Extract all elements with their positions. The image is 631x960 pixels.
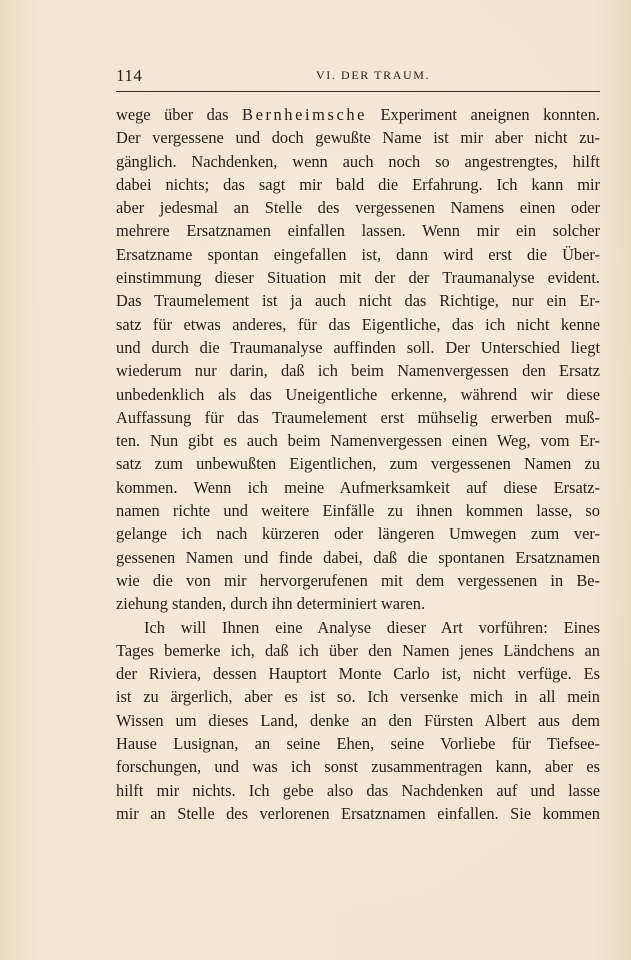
text-line: gänglich. Nachdenken, wenn auch noch so angestrengtes, hilft bbox=[116, 151, 600, 171]
text-line: gelange ich nach kürzeren oder längeren Umwegen zum ver- bbox=[116, 524, 600, 544]
text-line: Das Traumelement ist ja auch nicht das Richtige, nur ein Er- bbox=[116, 291, 600, 311]
text-line: unbedenklich als das Uneigentliche erkenne, während wir diese bbox=[116, 384, 600, 404]
text-line: Ich will Ihnen eine Analyse dieser Art vorführen: Eines bbox=[144, 617, 600, 637]
text-line: ist zu ärgerlich, aber es ist so. Ich versenke mich in all mein bbox=[116, 687, 600, 707]
text-line: hilft mir nichts. Ich gebe also das Nachdenken auf und lasse bbox=[116, 780, 600, 800]
text-line: Der vergessene und doch gewußte Name ist mir aber nicht zu- bbox=[116, 128, 600, 148]
text-line: gessenen Namen und finde dabei, daß die spontanen Ersatznamen bbox=[116, 547, 600, 567]
text-line: mir an Stelle des verlorenen Ersatznamen einfallen. Sie kommen bbox=[116, 803, 600, 823]
text-line: kommen. Wenn ich meine Aufmerksamkeit auf diese Ersatz- bbox=[116, 477, 600, 497]
text-line: wege über das Bernheimsche Experiment aneignen konnten. bbox=[116, 105, 600, 124]
text-line: der Riviera, dessen Hauptort Monte Carlo ist, nicht verfüge. Es bbox=[116, 664, 600, 684]
text-line: wiederum nur darin, daß ich beim Namenvergessen den Ersatz bbox=[116, 361, 600, 381]
text-line: wie die von mir hervorgerufenen mit dem vergessenen in Be- bbox=[116, 570, 600, 590]
text-line: dabei nichts; das sagt mir bald die Erfahrung. Ich kann mir bbox=[116, 174, 600, 194]
spaced-emphasis: Bernheimsche bbox=[242, 105, 367, 124]
text-line: Wissen um dieses Land, denke an den Fürsten Albert aus dem bbox=[116, 710, 600, 730]
text-line: Hause Lusignan, an seine Ehen, seine Vorliebe für Tiefsee- bbox=[116, 734, 600, 754]
chapter-title: VI. DER TRAUM. bbox=[316, 68, 431, 82]
text-line: ten. Nun gibt es auch beim Namenvergessen einen Weg, vom Er- bbox=[116, 431, 600, 451]
text-line: einstimmung dieser Situation mit der der Traumanalyse evident. bbox=[116, 268, 600, 288]
text-line: forschungen, und was ich sonst zusammentragen kann, aber es bbox=[116, 757, 600, 777]
page-number: 114 bbox=[116, 66, 143, 85]
text-line: Ersatzname spontan eingefallen ist, dann wird erst die Über- bbox=[116, 244, 600, 264]
text-line: Tages bemerke ich, daß ich über den Namen jenes Ländchens an bbox=[116, 640, 600, 660]
body-text bbox=[116, 103, 600, 825]
text-line: mehrere Ersatznamen einfallen lassen. Wenn mir ein solcher bbox=[116, 221, 600, 241]
text-line: Auffassung für das Traumelement erst mühselig erwerben muß- bbox=[116, 407, 600, 427]
text-line: und durch die Traumanalyse auffinden soll. Der Unterschied liegt bbox=[116, 337, 600, 357]
text-line: aber jedesmal an Stelle des vergessenen Namens einen oder bbox=[116, 198, 600, 218]
running-head bbox=[116, 66, 596, 90]
text-line: satz zum unbewußten Eigentlichen, zum vergessenen Namen zu bbox=[116, 454, 600, 474]
text-line: satz für etwas anderes, für das Eigentliche, das ich nicht kenne bbox=[116, 314, 600, 334]
header-rule bbox=[116, 91, 600, 92]
text-line: namen richte und weitere Einfälle zu ihnen kommen lasse, so bbox=[116, 501, 600, 521]
text-line: ziehung standen, durch ihn determiniert waren. bbox=[116, 594, 426, 614]
